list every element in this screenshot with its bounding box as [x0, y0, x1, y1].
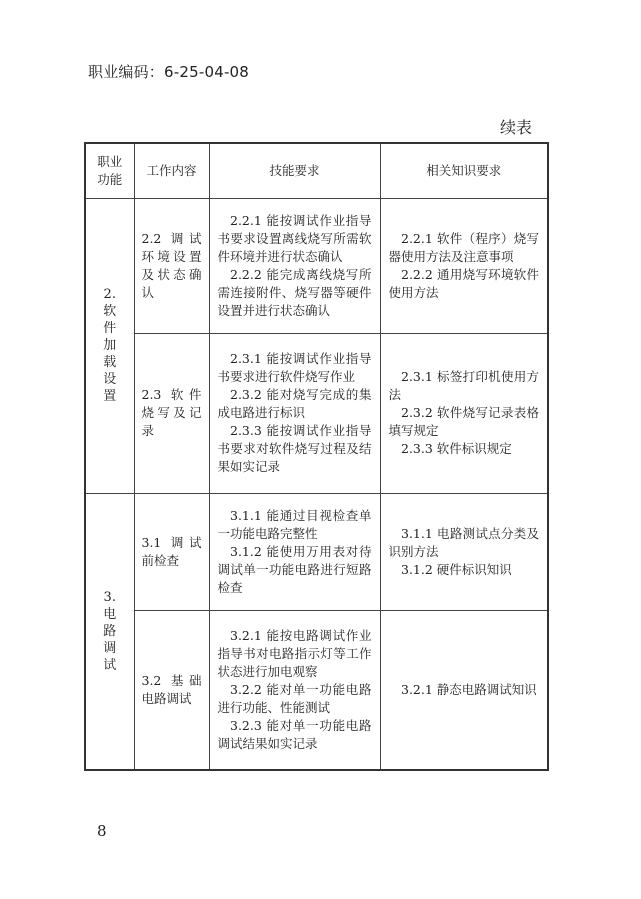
knowledge-cell: 2.3.1 标签打印机使用方法 2.3.2 软件烧写记录表格填写规定 2.3.3 软件标识规定 [380, 333, 548, 493]
skills-cell: 3.1.1 能通过目视检查单一功能电路完整性 3.1.2 能使用万用表对待调试单一功能电路进行短路检查 [209, 493, 380, 610]
function-number: 3. [103, 589, 116, 605]
table-row [85, 198, 548, 333]
page-number: 8 [97, 822, 107, 840]
skills-cell: 2.2.1 能按调试作业指导书要求设置离线烧写所需软件环境并进行状态确认 2.2.2 能完成离线烧写所需连接附件、烧写器等硬件设置并进行状态确认 [209, 198, 380, 333]
occupation-code: 职业编码：6-25-04-08 [88, 63, 250, 81]
function-cell [85, 493, 134, 770]
table-row [85, 333, 548, 493]
header-content: 工作内容 [134, 143, 209, 198]
function-name: 电路调试 [103, 606, 117, 673]
knowledge-cell: 3.1.1 电路测试点分类及识别方法 3.1.2 硬件标识知识 [380, 493, 548, 610]
function-cell [85, 198, 134, 493]
continued-table-label: 续表 [500, 118, 533, 137]
header-skills: 技能要求 [209, 143, 380, 198]
content-cell: 2.2 调试环境设置及状态确认 [134, 198, 209, 333]
knowledge-cell: 2.2.1 软件（程序）烧写器使用方法及注意事项 2.2.2 通用烧写环境软件使用方法 [380, 198, 548, 333]
header-function: 职业功能 [85, 143, 134, 198]
header-knowledge: 相关知识要求 [380, 143, 548, 198]
table-header-row [85, 143, 548, 198]
skills-cell: 2.3.1 能按调试作业指导书要求进行软件烧写作业 2.3.2 能对烧写完成的集成电路进行标识 2.3.3 能按调试作业指导书要求对软件烧写过程及结果如实记录 [209, 333, 380, 493]
table-row [85, 493, 548, 610]
content-cell: 3.2 基础电路调试 [134, 610, 209, 770]
table-row [85, 610, 548, 770]
knowledge-cell: 3.2.1 静态电路调试知识 [380, 610, 548, 770]
function-number: 2. [103, 287, 116, 302]
content-cell: 2.3 软件烧写及记录 [134, 333, 209, 493]
content-cell: 3.1 调试前检查 [134, 493, 209, 610]
function-name: 软件加载设置 [103, 304, 117, 404]
skills-table [84, 142, 549, 771]
skills-cell: 3.2.1 能按电路调试作业指导书对电路指示灯等工作状态进行加电观察 3.2.2 能对单一功能电路进行功能、性能测试 3.2.3 能对单一功能电路调试结果如实记录 [209, 610, 380, 770]
